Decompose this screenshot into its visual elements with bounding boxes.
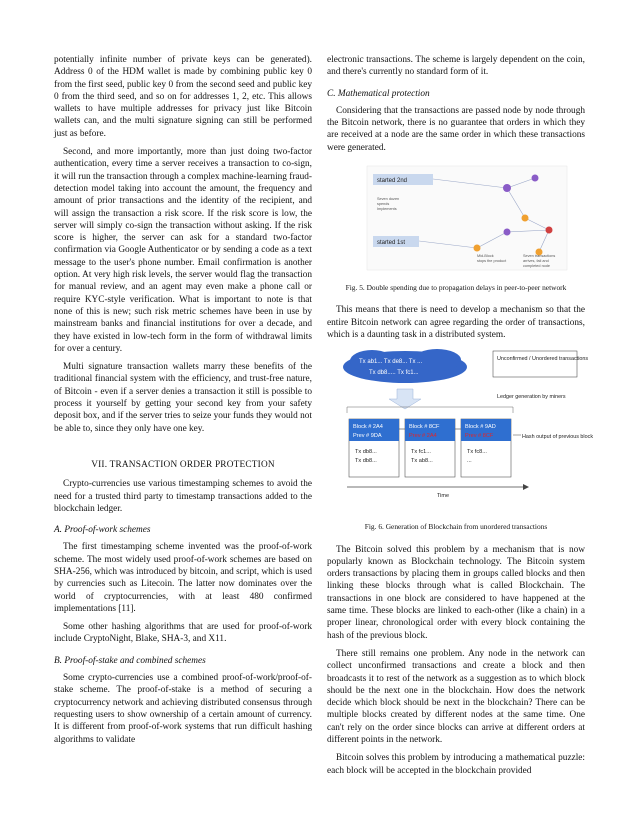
block	[349, 419, 399, 477]
figure-caption: Fig. 6. Generation of Blockchain from unordered transactions	[364, 522, 548, 532]
block-prev: Prev # 8CF	[465, 433, 494, 440]
paragraph: Crypto-currencies use various timestamping schemes to avoid the need for a trusted third party to timestamp transactions added to the blockchain ledger.	[54, 479, 312, 514]
figure-caption: Fig. 5. Double spending due to propagation delays in peer-to-peer network	[345, 283, 567, 293]
svg-text:spends: spends	[377, 202, 390, 207]
started-2nd-label: started 2nd	[377, 178, 408, 185]
section-heading: VII. TRANSACTION ORDER PROTECTION	[91, 459, 275, 470]
svg-text:Seven transactions: Seven transactions	[523, 254, 556, 259]
block-tx: ...	[467, 458, 472, 465]
block-tx: Tx fc1...	[411, 449, 431, 456]
subsection-heading: A. Proof-of-work schemes	[54, 525, 151, 536]
paragraph: potentially infinite number of private keys can be generated). Address 0 of the HDM wallet is made by combining public key 0 from the first seed, public key 0 from the second seed and public key 0 from the third seed, and so on for addresses 1, 2, etc. This allows wallets to have multiple addresses for privacy just like Bitcoin wallets can, and the multi signature signing can still be performed just as before.	[54, 55, 312, 139]
paragraph: The first timestamping scheme invented was the proof-of-work scheme. The most widely used proof-of-work schemes are based on SHA-256, which was introduced by bitcoin, and script, which is used by currencies such as Litecoin. The latter now dominates over the world of cryptocurrencies, with at least 480 confirmed implementations [11].	[54, 542, 312, 614]
block-title: Block # 9AD	[465, 424, 496, 431]
paragraph: Second, and more importantly, more than just doing two-factor authentication, every time a server receives a transaction to co-sign, it will run the transaction through a complex machine-learning fraud-detection model taking into account the amount, the frequency and amount of prior transactions and the identity of the recipient, and will assign the transaction a risk score. If the risk score is low, the server will simply co-sign the transaction without asking. If the risk score is higher, the server can ask for a standard two-factor confirmation via Google Authenticator or by sending a code as a text message to the user's phone number. Email confirmation is another option. At very high risk levels, the server would flag the transaction for manual review, and an agent may even make a phone call or require KYC-style verification. What is important to note is that none of this is new; such risk metric schemes have been in use by mainstream banks and financial institutions for over a decade, and they have existed in low-tech form in the form of withdrawal limits for over a century.	[54, 147, 312, 354]
svg-text:Seven dozen: Seven dozen	[377, 197, 400, 202]
network-node	[532, 175, 539, 182]
block-tx: Tx fc8...	[467, 449, 487, 456]
network-node	[474, 245, 481, 252]
svg-text:arrives, fail and: arrives, fail and	[523, 259, 549, 264]
network-node	[504, 229, 511, 236]
block-tx: Tx db8...	[355, 458, 377, 465]
block-tx: Tx ab8...	[411, 458, 433, 465]
paragraph: Some other hashing algorithms that are used for proof-of-work include CryptoNight, Blake, SHA-3, and X11.	[54, 622, 312, 645]
started-1st-label: started 1st	[377, 240, 406, 247]
transaction-cloud	[343, 349, 467, 383]
network-node	[546, 227, 553, 234]
block	[461, 419, 511, 477]
figure-5	[327, 160, 585, 278]
svg-text:completed node: completed node	[523, 264, 551, 269]
block-title: Block # 8CF	[409, 424, 440, 431]
network-node	[503, 184, 511, 192]
svg-text:stops the product: stops the product	[477, 259, 507, 264]
block-group	[347, 407, 521, 477]
double-spend-diagram	[327, 160, 585, 278]
network-node	[522, 215, 529, 222]
block-title: Block # 2A4	[353, 424, 383, 431]
left-column	[54, 54, 312, 752]
paragraph: Considering that the transactions are passed node by node through the Bitcoin network, there is no guarantee that orders in which they are received at a node are the same order in which these transactions were generated.	[327, 105, 585, 153]
subsection-heading: C. Mathematical protection	[327, 88, 430, 99]
cloud-tx-line-2: Tx db8..... Tx fc1...	[369, 370, 419, 377]
svg-text:Implements: Implements	[377, 207, 397, 212]
paragraph: Some crypto-currencies use a combined proof-of-work/proof-of-stake scheme. The proof-of-stake is a method of securing a cryptocurrency network and achieving distributed consensus through requesting users to show ownership of a certain amount of currency. It is different from proof-of-work systems that run difficult hashing algorithms to validate	[54, 673, 312, 745]
block-tx: Tx db8...	[355, 449, 377, 456]
time-label: Time	[437, 493, 450, 500]
block-prev: Prev # 2A4	[409, 433, 437, 440]
paragraph: There still remains one problem. Any node in the network can collect unconfirmed transactions and create a block and then broadcasts it to rest of the network as a suggestion as to which block should be the next one in the blockchain. How does the network decide which block should be next in the blockchain? There can be multiple blocks created by different nodes at the same time. One can't rely on the order since blocks can arrive at different orders at different points in the network.	[327, 648, 585, 746]
paragraph: Multi signature transaction wallets marry these benefits of the traditional financial system with the efficiency, and trust-free nature, of Bitcoin - even if a server denies a transaction it still is possible to process it yourself by getting your second key from your safety deposit box, and if the server tries to seize your funds they would not be able to, since they only have one key.	[54, 362, 312, 434]
paragraph: This means that there is need to develop a mechanism so that the entire Bitcoin network can agree regarding the order of transactions, which is a daunting task in a distributed system.	[327, 305, 585, 340]
paragraph: The Bitcoin solved this problem by a mechanism that is now popularly known as Blockchain technology. The Bitcoin system orders transactions by placing them in groups called blocks and then linking these blocks through what is called Blockchain. The transactions in one block are considered to have happened at the same time. These blocks are linked to each-other (like a chain) in a proper linear, chronological order with every block containing the hash of the previous block.	[327, 544, 585, 641]
legend-unconfirmed: Unconfirmed / Unordered transactions	[497, 356, 589, 363]
subsection-heading: B. Proof-of-stake and combined schemes	[54, 655, 206, 666]
blockchain-generation-diagram	[327, 347, 594, 517]
cloud-tx-line-1: Tx ab1... Tx de8... Tx ...	[359, 359, 423, 366]
ledger-bracket	[347, 407, 513, 413]
right-column	[327, 54, 594, 783]
legend-hash: Hash output of previous block	[522, 434, 594, 441]
block-prev: Prev # 9DA	[353, 433, 382, 440]
block	[405, 419, 455, 477]
legend-ledger: Ledger generation by miners	[497, 394, 566, 401]
paragraph: electronic transactions. The scheme is largely dependent on the coin, and there's currently no standard form of it.	[327, 55, 585, 78]
figure-6	[327, 347, 594, 517]
down-arrow	[389, 389, 421, 409]
svg-text:Mid-Block: Mid-Block	[477, 254, 494, 259]
paragraph: Bitcoin solves this problem by introducing a mathematical puzzle: each block will be accepted in the blockchain provided	[327, 753, 585, 776]
